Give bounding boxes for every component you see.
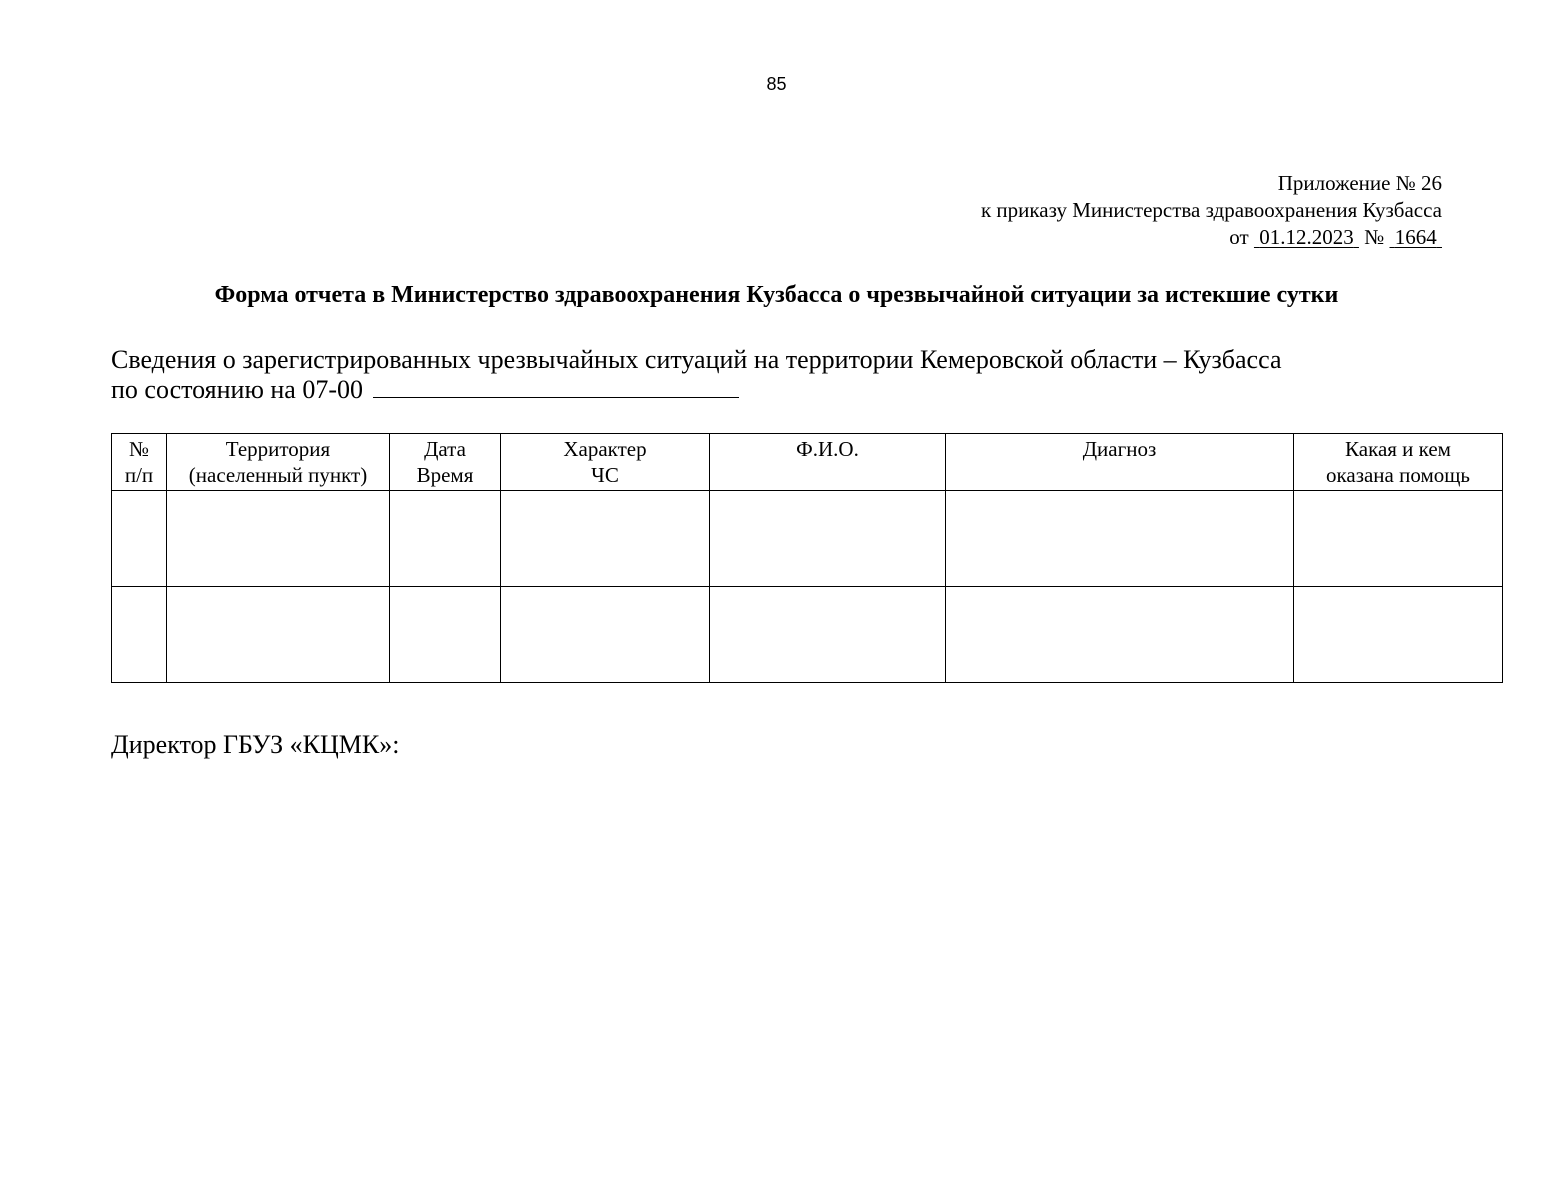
table-row xyxy=(112,491,1503,587)
appendix-date-line xyxy=(981,224,1442,251)
table-cell xyxy=(1294,587,1503,683)
appendix-order-reference: к приказу Министерства здравоохранения Кузбасса xyxy=(980,198,1442,222)
appendix-number: 1664 xyxy=(1394,225,1437,249)
table-cell xyxy=(112,587,167,683)
intro-line-1: Сведения о зарегистрированных чрезвычайных ситуаций на территории Кемеровской области – Кузбасса xyxy=(111,345,1282,374)
intro-line-2 xyxy=(111,375,1282,405)
table-cell xyxy=(501,587,710,683)
form-title: Форма отчета в Министерство здравоохранения Кузбасса о чрезвычайной ситуации за истекшие сутки xyxy=(214,282,1339,308)
table-row xyxy=(112,587,1503,683)
report-table xyxy=(111,433,1503,683)
header-emergency-type: Характер ЧС xyxy=(501,434,710,491)
director-signature-label: Директор ГБУЗ «КЦМК»: xyxy=(111,730,400,759)
table-cell xyxy=(167,587,390,683)
header-territory: Территория (населенный пункт) xyxy=(167,434,390,491)
header-date-time: Дата Время xyxy=(390,434,501,491)
appendix-from-prefix: от xyxy=(1229,225,1249,249)
appendix-block xyxy=(981,170,1442,251)
table-cell xyxy=(1294,491,1503,587)
intro-block xyxy=(111,345,1282,405)
header-diagnosis: Диагноз xyxy=(946,434,1294,491)
appendix-number-prefix: № xyxy=(1364,225,1385,249)
appendix-date: 01.12.2023 xyxy=(1259,225,1354,249)
header-number: № п/п xyxy=(112,434,167,491)
table-cell xyxy=(946,587,1294,683)
intro-status-label: по состоянию на 07-00 xyxy=(111,375,363,404)
table-cell xyxy=(390,491,501,587)
table-cell xyxy=(167,491,390,587)
table-cell xyxy=(112,491,167,587)
appendix-title: Приложение № 26 xyxy=(1277,171,1442,195)
date-fill-line xyxy=(373,375,739,398)
page-number: 85 xyxy=(766,74,787,94)
table-cell xyxy=(946,491,1294,587)
table-cell xyxy=(501,491,710,587)
table-cell xyxy=(710,491,946,587)
header-assistance: Какая и кем оказана помощь xyxy=(1294,434,1503,491)
table-cell xyxy=(390,587,501,683)
header-full-name: Ф.И.О. xyxy=(710,434,946,491)
table-header-row xyxy=(112,434,1503,491)
table-cell xyxy=(710,587,946,683)
